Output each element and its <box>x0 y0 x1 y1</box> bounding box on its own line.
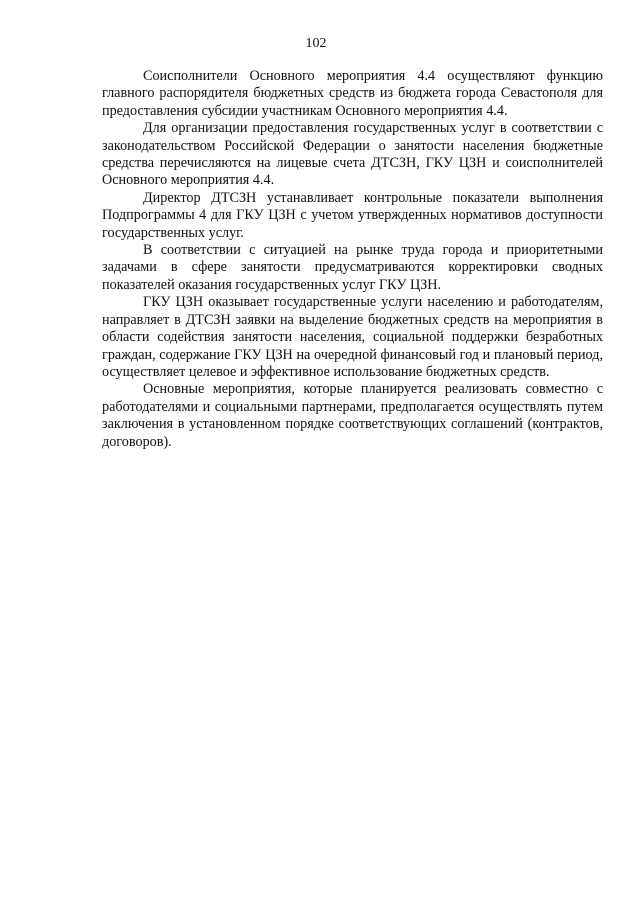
paragraph-director-targets: Директор ДТСЗН устанавливает контрольные показатели выполнения Подпрограммы 4 для ГКУ ЦЗН с учетом утвержденных нормативов доступности государственных услуг. <box>102 189 603 241</box>
paragraph-budget-transfers: Для организации предоставления государственных услуг в соответствии с законодательством Российской Федерации о занятости населения бюджетные средства перечисляются на лицевые счета ДТСЗН, ГКУ ЦЗН и соисполнителей Основного мероприятия 4.4. <box>102 120 603 189</box>
paragraph-joint-measures: Основные мероприятия, которые планируется реализовать совместно с работодателями и социальными партнерами, предполагается осуществлять путем заключения в установленном порядке соответствующих соглашений (контрактов, договоров). <box>102 381 603 450</box>
paragraph-gku-czn-services: ГКУ ЦЗН оказывает государственные услуги населению и работодателям, направляет в ДТСЗН заявки на выделение бюджетных средств на мероприятия в области содействия занятости населения, социальной поддержки безработных граждан, содержание ГКУ ЦЗН на очередной финансовый год и плановый период, осуществляет целевое и эффективное использование бюджетных средств. <box>102 294 603 380</box>
page-number: 102 <box>305 36 327 51</box>
paragraph-adjustments: В соответствии с ситуацией на рынке труда города и приоритетными задачами в сфере занятости предусматриваются корректировки сводных показателей оказания государственных услуг ГКУ ЦЗН. <box>102 242 603 293</box>
document-body <box>102 68 603 451</box>
paragraph-co-executors: Соисполнители Основного мероприятия 4.4 осуществляют функцию главного распорядителя бюджетных средств из бюджета города Севастополя для предоставления субсидии участникам Основного мероприятия 4.4. <box>102 68 603 119</box>
